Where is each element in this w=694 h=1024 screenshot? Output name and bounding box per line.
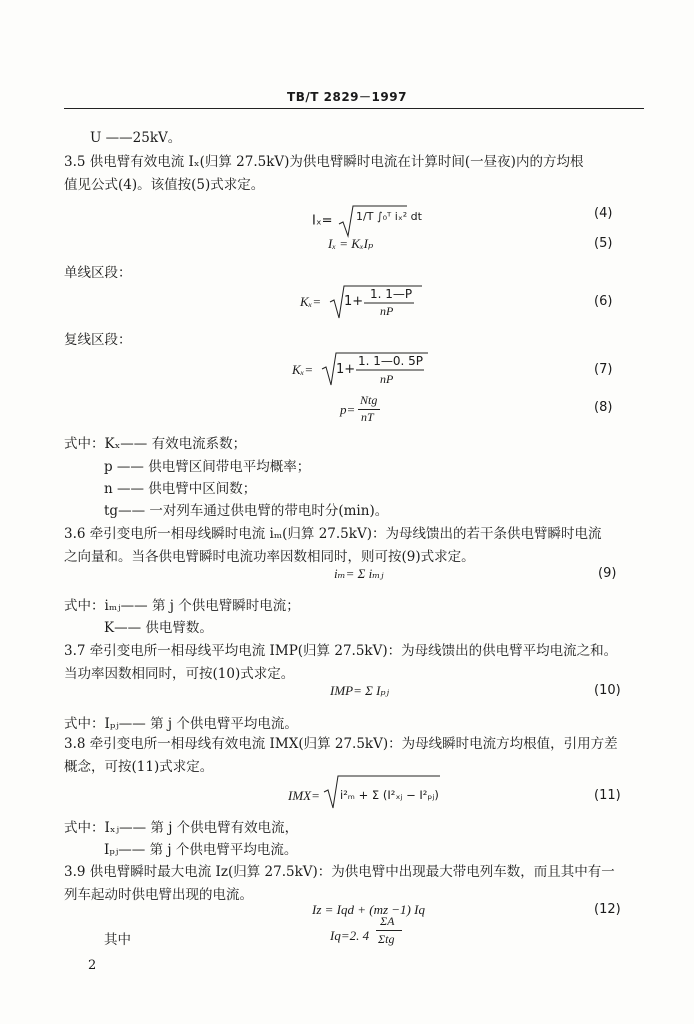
where-n: n —— 供电臂中区间数； — [104, 481, 257, 497]
section-3-9-line2: 列车起动时供电臂出现的电流。 — [64, 887, 253, 903]
section-3-8-line2: 概念，可按(11)式求定。 — [64, 759, 214, 775]
formula-4 — [312, 204, 422, 238]
where-k: K—— 供电臂数。 — [104, 620, 213, 636]
formula-8-numerator: Ntg — [360, 393, 378, 407]
formula-5-number: (5) — [594, 236, 613, 251]
formula-7-number: (7) — [594, 362, 613, 377]
double-line-label: 复线区段： — [64, 332, 132, 348]
where-ipj-2: Iₚⱼ—— 第 j 个供电臂平均电流。 — [104, 842, 298, 858]
formula-6-lhs: Kₓ= — [300, 294, 322, 309]
formula-11-number: (11) — [594, 788, 621, 803]
section-3-6-line2: 之向量和。当各供电臂瞬时电流功率因数相同时，则可按(9)式求定。 — [64, 549, 475, 565]
formula-4-number: (4) — [594, 206, 613, 221]
header-title: TB/T 2829－1997 — [287, 90, 407, 104]
formula-13-denominator: Σtg — [378, 932, 395, 946]
section-3-6-line1: 3.6 牵引变电所一相母线瞬时电流 iₘ(归算 27.5kV)：为母线馈出的若干条供电臂瞬时电流 — [64, 526, 602, 542]
qizhong-label: 其中 — [104, 932, 131, 948]
section-3-9-line1: 3.9 供电臂瞬时最大电流 Iz(归算 27.5kV)：为供电臂中出现最大带电列车数，而且其中有一 — [64, 864, 615, 880]
formula-9-number: (9) — [598, 566, 617, 581]
formula-10: IMP= Σ Iₚⱼ — [330, 683, 390, 698]
formula-8-number: (8) — [594, 400, 613, 415]
where-imj: 式中：iₘⱼ—— 第 j 个供电臂瞬时电流； — [64, 598, 300, 614]
formula-11-body: i²ₘ + Σ (I²ₓⱼ − I²ₚⱼ) — [340, 788, 439, 802]
where-tg: tg—— 一对列车通过供电臂的带电时分(min)。 — [104, 503, 389, 519]
formula-4-lhs: Iₓ= — [312, 213, 333, 229]
page-number: 2 — [88, 958, 97, 973]
header-rule — [64, 108, 644, 109]
where-p: p —— 供电臂区间带电平均概率； — [104, 459, 311, 475]
section-3-7-line1: 3.7 牵引变电所一相母线平均电流 IMP(归算 27.5kV)：为母线馈出的供电臂平均电流之和。 — [64, 643, 618, 659]
formula-8-denominator: nT — [361, 410, 374, 424]
where-kx: 式中：Kₓ—— 有效电流系数； — [64, 436, 247, 452]
formula-13-numerator: ΣA — [380, 914, 395, 928]
formula-7-one: 1+ — [336, 362, 356, 377]
formula-8-lhs: p= — [340, 402, 356, 417]
formula-4-body: 1/T ∫₀ᵀ iₓ² dt — [356, 210, 422, 223]
formula-6-numerator: 1. 1—P — [370, 287, 413, 301]
section-3-8-line1: 3.8 牵引变电所一相母线有效电流 IMX(归算 27.5kV)：为母线瞬时电流方均根值，引用方差 — [64, 736, 618, 752]
single-line-label: 单线区段： — [64, 265, 132, 281]
where-ixj: 式中：Iₓⱼ—— 第 j 个供电臂有效电流， — [64, 820, 299, 836]
formula-5: Iₓ = KₓIₚ — [328, 236, 374, 251]
u-definition: U ——25kV。 — [90, 130, 182, 146]
fraction-bar — [376, 930, 402, 931]
section-3-5-line2: 值见公式(4)。该值按(5)式求定。 — [64, 177, 265, 193]
formula-7-numerator: 1. 1—0. 5P — [358, 354, 424, 368]
where-ipj: 式中：Iₚⱼ—— 第 j 个供电臂平均电流。 — [64, 716, 298, 732]
formula-12-number: (12) — [594, 902, 621, 917]
formula-6-denominator: nP — [380, 304, 394, 318]
formula-10-number: (10) — [594, 683, 621, 698]
formula-7-denominator: nP — [380, 372, 394, 386]
formula-11-lhs: IMX= — [288, 788, 320, 803]
formula-7-lhs: Kₓ= — [292, 362, 314, 377]
section-3-7-line2: 当功率因数相同时，可按(10)式求定。 — [64, 666, 295, 682]
formula-6-one: 1+ — [344, 294, 364, 309]
formula-6-number: (6) — [594, 294, 613, 309]
section-3-5-line1: 3.5 供电臂有效电流 Iₓ(归算 27.5kV)为供电臂瞬时电流在计算时间(一昼夜)内的方均根 — [64, 154, 584, 170]
formula-9: iₘ= Σ iₘⱼ — [334, 566, 384, 581]
formula-12: Iz = Iqd + (mz −1) Iq — [312, 902, 425, 917]
formula-13-lhs: Iq=2. 4 — [330, 928, 370, 943]
